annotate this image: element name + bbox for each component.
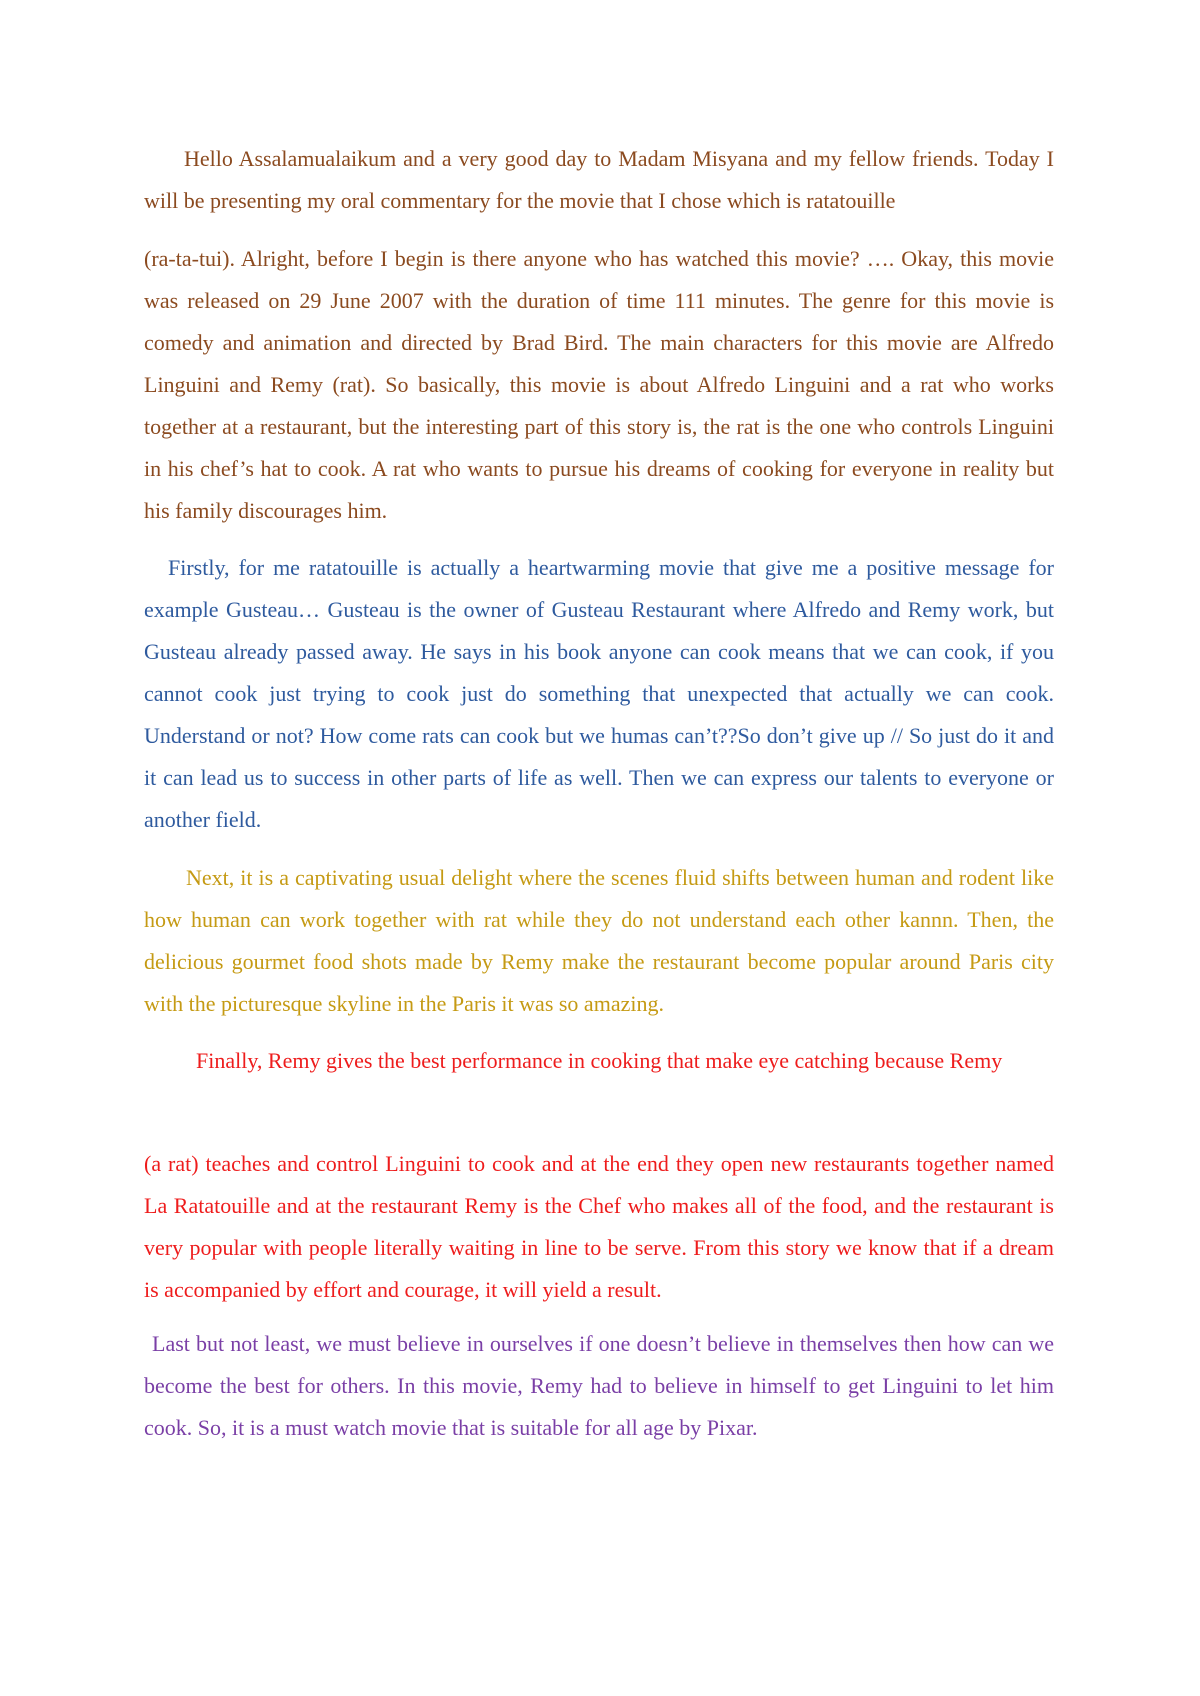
paragraph-greeting: Hello Assalamualaikum and a very good day to Madam Misyana and my fellow friends. Today I will be presenting my oral commentary for the movie that I chose which is ratatouille [144, 146, 1054, 213]
paragraph-finally: Finally, Remy gives the best performance in cooking that make eye catching because Remy [196, 1048, 1003, 1073]
paragraph-finally-continued: (a rat) teaches and control Linguini to cook and at the end they open new restaurants together named La Ratatouille and at the restaurant Remy is the Chef who makes all of the food, and the restaurant is very popular with people literally waiting in line to be serve. From this story we know that if a dream is accompanied by effort and courage, it will yield a result. [144, 1151, 1054, 1302]
paragraph-conclusion: Last but not least, we must believe in ourselves if one doesn’t believe in themselves then how can we become the best for others. In this movie, Remy had to believe in himself to get Linguini to let him cook. So, it is a must watch movie that is suitable for all age by Pixar. [144, 1331, 1054, 1440]
paragraph-firstly: Firstly, for me ratatouille is actually a heartwarming movie that give me a positive message for example Gusteau… Gusteau is the owner of Gusteau Restaurant where Alfredo and Remy work, but Gusteau already passed away. He says in his book anyone can cook means that we can cook, if you cannot cook just trying to cook just do something that unexpected that actually we can cook. Understand or not? How come rats can cook but we humas can’t??So don’t give up // So just do it and it can lead us to success in other parts of life as well. Then we can express our talents to everyone or another field. [144, 555, 1054, 832]
paragraph-next: Next, it is a captivating usual delight where the scenes fluid shifts between human and rodent like how human can work together with rat while they do not understand each other kannn. Then, the delicious gourmet food shots made by Remy make the restaurant become popular around Paris city with the picturesque skyline in the Paris it was so amazing. [144, 865, 1054, 1016]
paragraph-movie-introduction: (ra-ta-tui). Alright, before I begin is there anyone who has watched this movie? …. Okay, this movie was released on 29 June 2007 with the duration of time 111 minutes. The genre for this movie is comedy and animation and directed by Brad Bird. The main characters for this movie are Alfredo Linguini and Remy (rat). So basically, this movie is about Alfredo Linguini and a rat who works together at a restaurant, but the interesting part of this story is, the rat is the one who controls Linguini in his chef’s hat to cook. A rat who wants to pursue his dreams of cooking for everyone in reality but his family discourages him. [144, 246, 1054, 523]
